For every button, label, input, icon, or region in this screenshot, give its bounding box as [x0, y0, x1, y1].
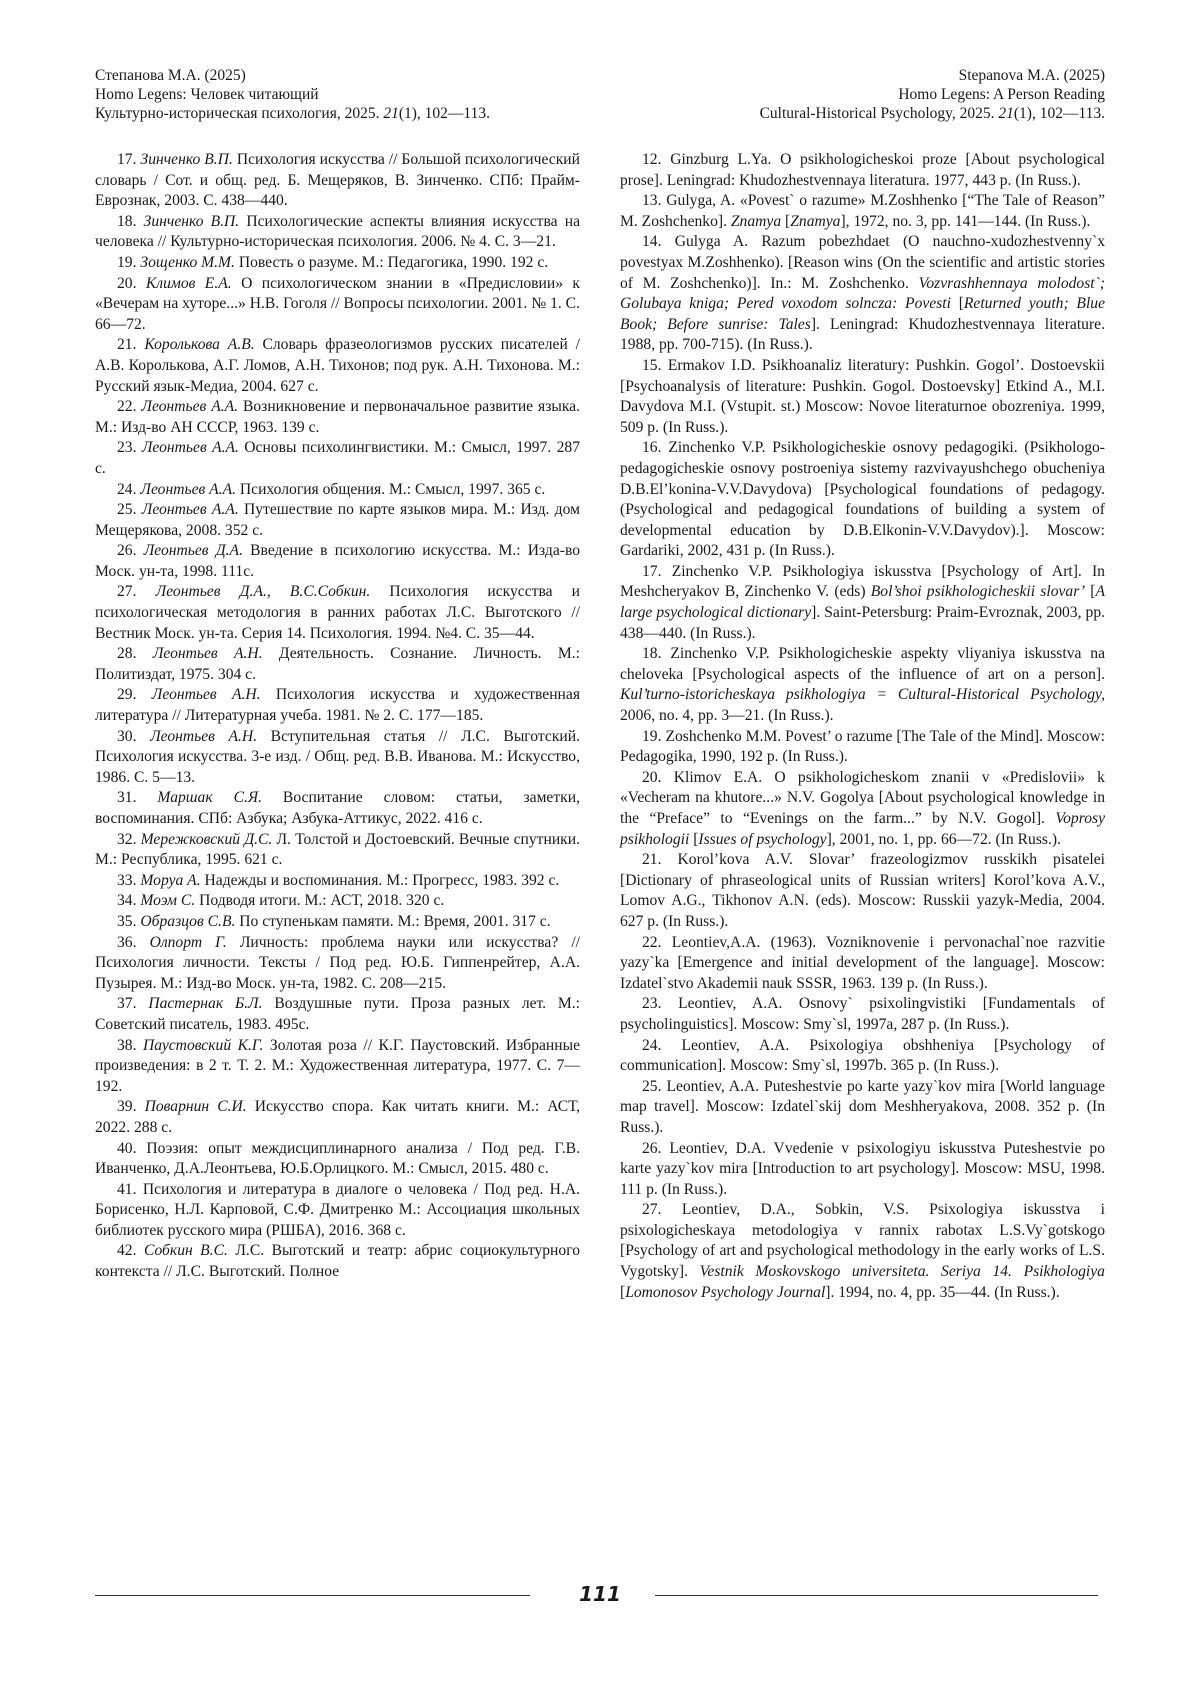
- reference-text: ]. 1994, no. 4, pp. 35—44. (In Russ.).: [825, 1284, 1059, 1301]
- reference-item: [620, 356, 1105, 438]
- reference-item: [95, 685, 580, 726]
- reference-italic-text: Znamya: [790, 213, 840, 230]
- reference-item: [95, 727, 580, 789]
- reference-text: О психологическом знании в «Предисловии» к «Вечерам на хуторе...» Н.В. Гоголя // Вопросы психологии. 2001. № 1. С. 66—72.: [95, 275, 580, 333]
- reference-number: 23.: [642, 995, 662, 1012]
- reference-text: Словарь фразеологизмов русских писателей /А.В. Королькова, А.Г. Ломов, А.Н. Тихонов; под рук. А.Н. Тихонова. М.: Русский язык-Медиа, 2004. 627 с.: [95, 336, 580, 394]
- reference-author: Олпорт Г.: [150, 934, 227, 951]
- reference-author: Королькова А.В.: [144, 336, 254, 353]
- reference-number: 22.: [117, 398, 137, 415]
- reference-text: Подводя итоги. М.: АСТ, 2018. 320 с.: [195, 892, 444, 909]
- reference-item: [620, 850, 1105, 932]
- reference-text: Искусство спора. Как читать книги. М.: АСТ, 2022. 288 с.: [95, 1098, 580, 1136]
- reference-item: [95, 212, 580, 253]
- reference-text: Л. Толстой и Достоевский. Вечные спутники. М.: Республика, 1995. 621 с.: [95, 831, 580, 869]
- reference-text: Надежды и воспоминания. М.: Прогресс, 1983. 392 с.: [201, 872, 560, 889]
- reference-number: 27.: [117, 583, 137, 600]
- reference-italic-text: Kul’turno-istoricheskaya psikhologiya = Cultural-Historical Psychology,: [620, 686, 1105, 703]
- reference-text: Klimov E.A. O psikhologicheskom znanii v «Predislovii» k «Vecheram na khutore...» N.V. Gogolya [About psychological knowledge in the “Preface” to “Evenings on the farm...” by N.V. Gogol].: [620, 769, 1105, 827]
- reference-number: 35.: [117, 913, 137, 930]
- reference-text: 2006, no. 4, pp. 3—21. (In Russ.).: [620, 707, 834, 724]
- reference-number: 26.: [642, 1140, 662, 1157]
- reference-number: 17.: [117, 151, 137, 168]
- reference-text: Zoshchenko M.M. Povest’ o razume [The Tale of the Mind]. Moscow: Pedagogika, 1990, 192 p. (In Russ.).: [620, 728, 1105, 766]
- reference-text: [: [1085, 583, 1095, 600]
- reference-item: [620, 191, 1105, 232]
- reference-item: [95, 335, 580, 397]
- reference-text: Психология и литература в диалоге о человека / Под ред. Н.А. Борисенко, Н.Л. Карповой, С.Ф. Дмитренко М.: Ассоциация школьных библиотек русского мира (РШБА), 2016. 368 с.: [95, 1181, 580, 1239]
- reference-text: Zinchenko V.P. Psikhologiya iskusstva [Psychology of Art]. In Meshcheryakov B, Zinchenko V. (eds): [620, 563, 1105, 601]
- reference-text: Воздушные пути. Проза разных лет. М.: Советский писатель, 1983. 495с.: [95, 995, 580, 1033]
- reference-text: Психологические аспекты влияния искусства на человека // Культурно-историческая психология. 2006. № 4. С. 3—21.: [95, 213, 580, 251]
- reference-text: Leontiev, A.A. Osnovy` psixolingvistiki [Fundamentals of psycholinguistics]. Moscow: Smy`sl, 1997a, 287 p. (In Russ.).: [620, 995, 1105, 1033]
- reference-item: [620, 1200, 1105, 1303]
- reference-number: 22.: [642, 934, 662, 951]
- reference-item: [95, 871, 580, 892]
- reference-item: [95, 1036, 580, 1098]
- reference-number: 27.: [642, 1201, 662, 1218]
- reference-number: 15.: [642, 357, 662, 374]
- reference-text: Л.С. Выготский и театр: абрис социокультурного контекста // Л.С. Выготский. Полное: [95, 1242, 580, 1280]
- reference-text: Золотая роза // К.Г. Паустовский. Избранные произведения: в 2 т. Т. 2. М.: Художественная литература, 1977. С. 7—192.: [95, 1037, 580, 1095]
- footer-rule-right: [655, 1595, 1098, 1596]
- reference-number: 29.: [117, 686, 137, 703]
- footer-rule-left: [95, 1595, 530, 1596]
- reference-number: 24.: [642, 1037, 662, 1054]
- reference-number: 12.: [642, 151, 662, 168]
- reference-text: Zinchenko V.P. Psikhologicheskie osnovy pedagogiki. (Psikhologo-pedagogicheskie osnovy postroeniya sistemy razvivayushchego obucheniya D.B.El’konina-V.V.Davydova) [Psychological foundations of pedagogy. (Psychological and pedagogical foundations of building a system of developmental education by D.B.Elkonin-V.V.Davydov).]. Moscow: Gardariki, 2002, 431 p. (In Russ.).: [620, 439, 1105, 559]
- reference-author: Леонтьев А.Н.: [153, 645, 263, 662]
- reference-author: Климов Е.А.: [146, 275, 232, 292]
- reference-item: [95, 480, 580, 501]
- reference-author: Леонтьев А.А.: [142, 501, 239, 518]
- reference-author: Моэм С.: [140, 892, 195, 909]
- reference-author: Зощенко М.М.: [140, 254, 235, 271]
- reference-number: 20.: [117, 275, 137, 292]
- reference-item: [95, 1097, 580, 1138]
- reference-text: Ginzburg L.Ya. O psikhologicheskoi proze [About psychological prose]. Leningrad: Khudozhestvennaya literatura. 1977, 443 p. (In Russ.).: [620, 151, 1105, 189]
- header-right: [760, 66, 1105, 123]
- reference-text: [: [951, 295, 964, 312]
- reference-author: Мережковский Д.С.: [141, 831, 273, 848]
- reference-number: 23.: [117, 439, 137, 456]
- reference-item: [95, 582, 580, 644]
- references-column-english: [620, 150, 1105, 1303]
- reference-item: [620, 232, 1105, 356]
- reference-text: Leontiev, D.A. Vvedenie v psixologiyu iskusstva Puteshestvie po karte yazy`kov mira [Introduction to art psychology]. Moscow: MSU, 1998. 111 p. (In Russ.).: [620, 1140, 1105, 1198]
- reference-text: Воспитание словом: статьи, заметки, воспоминания. СПб: Азбука; Азбука-Аттикус, 2022. 416 с.: [95, 789, 580, 827]
- reference-italic-text: Bol’shoi psikhologicheskii slovar’: [871, 583, 1085, 600]
- reference-author: Пастернак Б.Л.: [148, 995, 262, 1012]
- reference-item: [620, 438, 1105, 562]
- reference-text: [: [781, 213, 790, 230]
- reference-italic-text: Znamya: [731, 213, 781, 230]
- reference-text: Психология искусства // Большой психологический словарь / Сот. и общ. ред. Б. Мещеряков, В. Зинченко. СПб: Прайм-Еврознак, 2003. С. 438—440.: [95, 151, 580, 209]
- reference-number: 20.: [642, 769, 662, 786]
- reference-item: [95, 150, 580, 212]
- reference-italic-text: Vestnik Moskovskogo universiteta. Seriya 14. Psikhologiya: [700, 1263, 1105, 1280]
- reference-text: Вступительная статья // Л.С. Выготский. Психология искусства. 3-е изд. / Общ. ред. В.В. Иванова. М.: Искусство, 1986. С. 5—13.: [95, 728, 580, 786]
- reference-number: 24.: [117, 481, 137, 498]
- reference-text: Возникновение и первоначальное развитие языка. М.: Изд-во АН СССР, 1963. 139 с.: [95, 398, 580, 436]
- reference-author: Леонтьев А.Н.: [150, 728, 257, 745]
- reference-number: 42.: [117, 1242, 137, 1259]
- reference-author: Леонтьев А.А.: [140, 481, 236, 498]
- reference-item: [95, 1180, 580, 1242]
- reference-text: Ermakov I.D. Psikhoanaliz literatury: Pushkin. Gogol’. Dostoevskii [Psychoanalysis of literature: Pushkin. Gogol. Dostoevsky] Etkind A., M.I. Davydova M.I. (Vstupit. st.) Moscow: Novoe literaturnoe obozreniya. 1999, 509 p. (In Russ.).: [620, 357, 1105, 436]
- reference-text: Korol’kova A.V. Slovar’ frazeologizmov russkikh pisatelei [Dictionary of phraseological units of Russian writers] Korol’kova A.V., Lomov A.G., Tikhonov A.N. (eds). Moscow: Russkii yazyk-Media, 2004. 627 p. (In Russ.).: [620, 851, 1105, 930]
- reference-text: Психология искусства и психологическая методология в ранних работах Л.С. Выготского // Вестник Моск. ун-та. Серия 14. Психология. 1994. №4. С. 35—44.: [95, 583, 580, 641]
- reference-number: 18.: [642, 645, 662, 662]
- reference-text: [: [620, 1284, 625, 1301]
- reference-text: Gulyga A. Razum pobezhdaet (O nauchno-xudozhestvenny`x povestyax M.Zoshhenko). [Reason wins (On the scientific and artistic stories of M. Zoshchenko)]. In.: M. Zoshchenko.: [620, 233, 1105, 291]
- reference-author: Зинченко В.П.: [144, 213, 240, 230]
- reference-italic-text: Voprosy psikhologii: [620, 810, 1105, 848]
- header-left-line-1: Степанова М.А. (2025): [95, 66, 490, 85]
- reference-item: [95, 541, 580, 582]
- reference-item: [620, 644, 1105, 726]
- reference-text: Повесть о разуме. М.: Педагогика, 1990. 192 с.: [235, 254, 548, 271]
- reference-number: 34.: [117, 892, 137, 909]
- reference-author: Зинченко В.П.: [140, 151, 232, 168]
- page-number: 111: [560, 1582, 640, 1606]
- reference-item: [95, 397, 580, 438]
- reference-number: 38.: [117, 1037, 137, 1054]
- reference-number: 31.: [117, 789, 137, 806]
- reference-item: [620, 150, 1105, 191]
- reference-author: Моруа А.: [140, 872, 200, 889]
- reference-text: Введение в психологию искусства. М.: Изда-во Моск. ун-та, 1998. 111с.: [95, 542, 580, 580]
- reference-text: Gulyga, A. «Povest` o razume» M.Zoshhenko [“The Tale of Reason” M. Zoshchenko].: [620, 192, 1105, 230]
- reference-text: ], 2001, no. 1, pp. 66—72. (In Russ.).: [827, 831, 1061, 848]
- reference-text: Leontiev, A.A. Puteshestvie po karte yazy`kov mira [World language map travel]. Moscow: Izdatel`skij dom Meshheryakova, 2008. 352 p. (In Russ.).: [620, 1078, 1105, 1136]
- reference-number: 25.: [117, 501, 137, 518]
- reference-number: 41.: [117, 1181, 137, 1198]
- reference-text: Психология общения. М.: Смысл, 1997. 365 с.: [236, 481, 545, 498]
- reference-number: 26.: [117, 542, 137, 559]
- header-right-line-1: Stepanova M.A. (2025): [760, 66, 1105, 85]
- header-right-line-3: Cultural-Historical Psychology, 2025. 21(1), 102—113.: [760, 104, 1105, 123]
- reference-author: Собкин В.С.: [144, 1242, 228, 1259]
- reference-number: 40.: [117, 1140, 137, 1157]
- reference-text: ]. Leningrad: Khudozhestvennaya literature. 1988, pp. 700-715). (In Russ.).: [620, 316, 1105, 354]
- reference-text: Деятельность. Сознание. Личность. М.: Политиздат, 1975. 304 с.: [95, 645, 580, 683]
- reference-number: 36.: [117, 934, 137, 951]
- reference-number: 39.: [117, 1098, 137, 1115]
- reference-text: Путешествие по карте языков мира. М.: Изд. дом Мещерякова, 2008. 352 с.: [95, 501, 580, 539]
- reference-italic-text: A large psychological dictionary: [620, 583, 1105, 621]
- reference-author: Леонтьев А.А.: [142, 439, 239, 456]
- reference-number: 21.: [642, 851, 662, 868]
- references-column-russian: [95, 150, 580, 1283]
- reference-item: [620, 1139, 1105, 1201]
- reference-italic-text: Vozvrashhennaya molodost`; Golubaya kniga; Pered voxodom solncza: Povesti: [620, 275, 1105, 313]
- reference-number: 21.: [117, 336, 137, 353]
- reference-item: [95, 644, 580, 685]
- reference-item: [95, 438, 580, 479]
- reference-author: Леонтьев А.А.: [141, 398, 238, 415]
- reference-text: По ступенькам памяти. М.: Время, 2001. 317 с.: [235, 913, 550, 930]
- reference-item: [620, 768, 1105, 850]
- reference-number: 18.: [117, 213, 137, 230]
- reference-item: [620, 994, 1105, 1035]
- reference-number: 19.: [642, 728, 662, 745]
- reference-author: Поварнин С.И.: [145, 1098, 247, 1115]
- reference-text: [: [689, 831, 698, 848]
- reference-author: Маршак С.Я.: [157, 789, 262, 806]
- header-left-line-3: Культурно-историческая психология, 2025. 21(1), 102—113.: [95, 104, 490, 123]
- reference-author: Леонтьев Д.А.: [144, 542, 243, 559]
- reference-number: 37.: [117, 995, 137, 1012]
- header-left-line-2: Homo Legens: Человек читающий: [95, 85, 490, 104]
- reference-item: [620, 1036, 1105, 1077]
- reference-italic-text: Returned youth; Blue Book; Before sunrise: Tales: [620, 295, 1105, 333]
- reference-number: 17.: [642, 563, 662, 580]
- reference-text: Психология искусства и художественная литература // Литературная учеба. 1981. № 2. С. 177—185.: [95, 686, 580, 724]
- reference-number: 25.: [642, 1078, 662, 1095]
- reference-author: Образцов С.В.: [140, 913, 235, 930]
- reference-number: 28.: [117, 645, 137, 662]
- reference-italic-text: Lomonosov Psychology Journal: [625, 1284, 825, 1301]
- reference-item: [95, 788, 580, 829]
- reference-number: 19.: [117, 254, 137, 271]
- reference-author: Паустовский К.Г.: [143, 1037, 263, 1054]
- reference-item: [95, 253, 580, 274]
- reference-item: [620, 1077, 1105, 1139]
- reference-text: Поэзия: опыт междисциплинарного анализа / Под ред. Г.В. Иванченко, Д.А.Леонтьева, Ю.Б.Орлицкого. М.: Смысл, 2015. 480 с.: [95, 1140, 580, 1178]
- reference-item: [620, 562, 1105, 644]
- reference-text: Leontiev, A.A. Psixologiya obshheniya [Psychology of communication]. Moscow: Smy`sl, 1997b. 365 p. (In Russ.).: [620, 1037, 1105, 1075]
- reference-item: [95, 891, 580, 912]
- reference-text: Основы психолингвистики. М.: Смысл, 1997. 287 с.: [95, 439, 580, 477]
- header-left: [95, 66, 490, 123]
- reference-item: [95, 1139, 580, 1180]
- reference-number: 30.: [117, 728, 137, 745]
- reference-italic-text: Issues of psychology: [698, 831, 826, 848]
- reference-author: Леонтьев Д.А., В.С.Собкин.: [156, 583, 371, 600]
- reference-number: 33.: [117, 872, 137, 889]
- reference-item: [95, 933, 580, 995]
- reference-text: Leontiev, D.A., Sobkin, V.S. Psixologiya iskusstva i psixologicheskaya metodologiya v rannix rabotax L.S.Vy`gotskogo [Psychology of art and psychological methodology in the early works of L.S. Vygotsky].: [620, 1201, 1105, 1280]
- reference-item: [95, 500, 580, 541]
- reference-number: 13.: [642, 192, 662, 209]
- header-right-line-2: Homo Legens: A Person Reading: [760, 85, 1105, 104]
- reference-text: Личность: проблема науки или искусства? // Психология личности. Тексты / Под ред. Ю.Б. Гиппенрейтер, А.А. Пузырея. М.: Изд-во Моск. ун-та, 1982. С. 208—215.: [95, 934, 580, 992]
- reference-number: 14.: [642, 233, 662, 250]
- reference-item: [95, 912, 580, 933]
- reference-text: Zinchenko V.P. Psikhologicheskie aspekty vliyaniya iskusstva na cheloveka [Psychological aspects of the influence of art on a person].: [620, 645, 1105, 683]
- reference-text: ], 1972, no. 3, pp. 141—144. (In Russ.).: [840, 213, 1090, 230]
- reference-item: [620, 727, 1105, 768]
- reference-item: [95, 830, 580, 871]
- reference-text: Leontiev,A.A. (1963). Vozniknovenie i pervonachal`noe razvitie yazy`ka [Emergence and initial development of the language]. Moscow: Izdatel`stvo Akademii nauk SSSR, 1963. 139 p. (In Russ.).: [620, 934, 1105, 992]
- reference-item: [95, 1241, 580, 1282]
- reference-item: [95, 994, 580, 1035]
- reference-item: [620, 933, 1105, 995]
- reference-number: 32.: [117, 831, 137, 848]
- reference-number: 16.: [642, 439, 662, 456]
- reference-item: [95, 274, 580, 336]
- reference-author: Леонтьев А.Н.: [152, 686, 261, 703]
- reference-text: ]. Saint-Petersburg: Praim-Evroznak, 2003, pp. 438—440. (In Russ.).: [620, 604, 1105, 642]
